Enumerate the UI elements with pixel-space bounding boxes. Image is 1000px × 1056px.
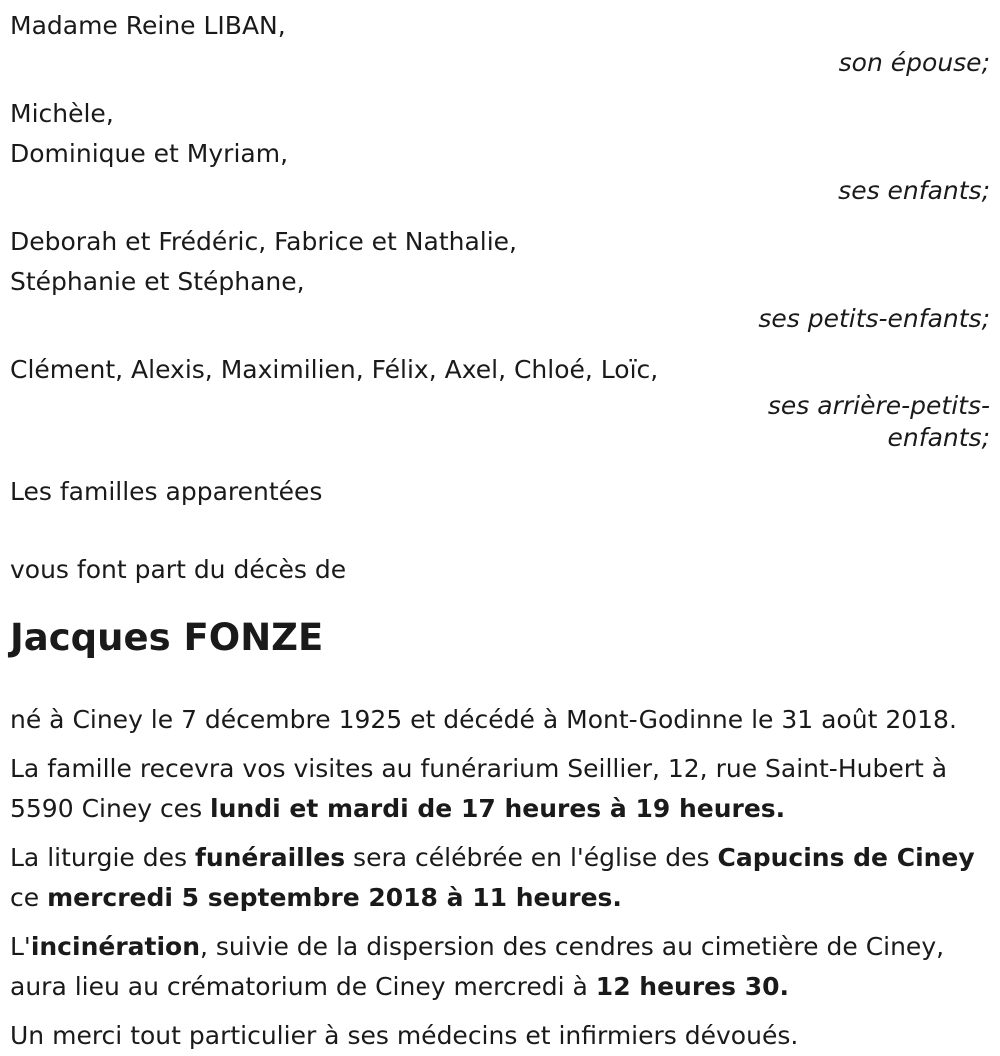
- child-name-1: Michèle,: [10, 99, 114, 128]
- funeral-text-2: sera célébrée en l'église des: [345, 843, 718, 872]
- visits-text: La famille recevra vos visites au funérarium Seillier, 12, rue Saint-Hubert à 5590 Ciney ces: [10, 754, 948, 823]
- funeral-text-3: ce: [10, 883, 48, 912]
- funeral-church: Capucins de Ciney: [717, 843, 975, 872]
- great-grandchildren-role-line1: ses arrière-petits-: [767, 391, 990, 420]
- great-grandchildren-role-line2: enfants;: [887, 423, 990, 452]
- funeral-paragraph: [10, 838, 990, 918]
- cremation-text-2: , suivie de la dispersion des cendres au cimetière de Ciney, aura lieu au crématorium de Ciney mercredi à: [10, 932, 945, 1001]
- grandchildren-role: ses petits-enfants;: [758, 304, 990, 333]
- grandchild-name-2: Stéphanie et Stéphane,: [10, 267, 305, 296]
- relatives-line: Les familles apparentées: [10, 477, 323, 506]
- cremation-paragraph: [10, 927, 990, 1007]
- great-grandchildren-group: [10, 350, 990, 454]
- birth-death-paragraph: né à Ciney le 7 décembre 1925 et décédé à Mont-Godinne le 31 août 2018.: [10, 705, 957, 734]
- spouse-group: [10, 6, 990, 80]
- visits-schedule: lundi et mardi de 17 heures à 19 heures.: [210, 794, 786, 823]
- grandchild-name-1: Deborah et Frédéric, Fabrice et Nathalie,: [10, 227, 518, 256]
- funeral-text-1: La liturgie des: [10, 843, 195, 872]
- visits-paragraph: [10, 749, 990, 829]
- funeral-keyword: funérailles: [194, 843, 346, 872]
- funeral-datetime: mercredi 5 septembre 2018 à 11 heures.: [47, 883, 622, 912]
- cremation-time: 12 heures 30.: [595, 972, 789, 1001]
- cremation-keyword: incinération: [30, 932, 201, 961]
- great-grandchild-names: Clément, Alexis, Maximilien, Félix, Axel, Chloé, Loïc,: [10, 355, 659, 384]
- spouse-name: Madame Reine LIBAN,: [10, 11, 286, 40]
- child-name-2: Dominique et Myriam,: [10, 139, 289, 168]
- children-role: ses enfants;: [838, 176, 990, 205]
- grandchildren-group: [10, 222, 990, 336]
- cremation-text-1: L': [10, 932, 31, 961]
- spouse-role: son épouse;: [838, 48, 990, 77]
- children-group: [10, 94, 990, 208]
- deceased-name: Jacques FONZE: [10, 616, 324, 659]
- announcement-line: vous font part du décès de: [10, 555, 347, 584]
- thanks-paragraph: Un merci tout particulier à ses médecins et infirmiers dévoués.: [10, 1021, 799, 1050]
